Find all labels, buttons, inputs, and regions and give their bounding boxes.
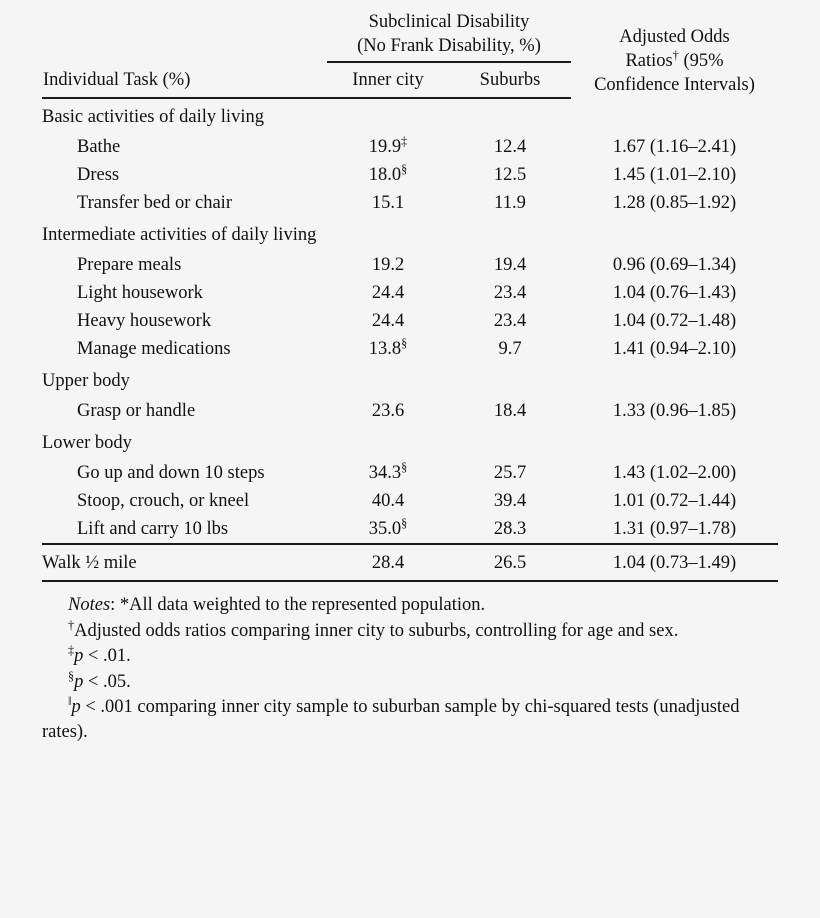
table-row xyxy=(42,397,778,425)
cell-suburbs xyxy=(449,217,571,251)
table-row xyxy=(42,425,778,459)
table-row xyxy=(42,363,778,397)
note-general-text: : *All data weighted to the represented population. xyxy=(110,595,486,616)
cell-suburbs: 12.5 xyxy=(493,164,527,185)
row-task-label: Dress xyxy=(77,164,120,185)
cell-odds-ratio: 1.04 (0.73–1.49) xyxy=(571,544,778,581)
note-parallel xyxy=(42,695,778,744)
row-task-label: Walk ½ mile xyxy=(42,544,327,581)
cell-inner-city xyxy=(327,363,449,397)
note-ddagger xyxy=(42,644,778,669)
cell-inner-city xyxy=(327,459,449,487)
row-group-label: Upper body xyxy=(42,371,130,392)
dagger-marker-icon: † xyxy=(68,617,75,632)
row-task-label: Stoop, crouch, or kneel xyxy=(77,490,250,511)
row-task-label: Prepare meals xyxy=(77,254,182,275)
cell-inner-city-value: 15.1 xyxy=(371,192,405,213)
header-odds-line3: Confidence Intervals) xyxy=(594,75,755,96)
double-dagger-marker-icon: ‡ xyxy=(68,643,75,658)
cell-suburbs: 9.7 xyxy=(498,338,522,359)
header-subclinical-line1: Subclinical Disability xyxy=(368,12,530,32)
cell-suburbs: 11.9 xyxy=(494,192,526,213)
cell-odds-ratio: 1.31 (0.97–1.78) xyxy=(612,518,737,539)
cell-inner-city-value: 18.0 xyxy=(368,164,402,185)
note-parallel-variable: p xyxy=(71,697,81,718)
note-dagger-text: Adjusted odds ratios comparing inner city to suburbs, controlling for age and sex. xyxy=(74,620,679,641)
cell-odds-ratio: 1.45 (1.01–2.10) xyxy=(612,164,737,185)
table-head xyxy=(42,0,778,98)
section-marker-icon: § xyxy=(68,668,75,683)
header-inner-city: Inner city xyxy=(327,62,449,98)
cell-suburbs: 28.3 xyxy=(493,518,527,539)
cell-inner-city xyxy=(327,217,449,251)
table-row xyxy=(42,515,778,544)
notes-label: Notes xyxy=(68,595,111,616)
cell-inner-city xyxy=(327,487,449,515)
cell-odds-ratio xyxy=(571,98,778,133)
row-task-label: Heavy housework xyxy=(77,310,212,331)
table-row xyxy=(42,459,778,487)
cell-suburbs: 19.4 xyxy=(493,254,527,275)
cell-suburbs: 39.4 xyxy=(493,490,527,511)
row-task-label: Lift and carry 10 lbs xyxy=(77,518,229,539)
row-group-label: Intermediate activities of daily living xyxy=(42,225,317,246)
table-row xyxy=(42,251,778,279)
parallel-marker-icon: ‖ xyxy=(68,694,72,709)
cell-inner-city-value: 28.4 xyxy=(371,553,405,574)
significance-marker-icon: § xyxy=(401,335,408,350)
table-row xyxy=(42,189,778,217)
table-row xyxy=(42,279,778,307)
cell-odds-ratio xyxy=(571,217,778,251)
cell-inner-city xyxy=(327,425,449,459)
cell-inner-city xyxy=(327,307,449,335)
cell-odds-ratio: 1.33 (0.96–1.85) xyxy=(612,400,737,421)
cell-inner-city xyxy=(327,544,449,581)
note-general xyxy=(42,593,778,618)
cell-suburbs xyxy=(449,363,571,397)
row-group-label: Lower body xyxy=(42,433,132,454)
header-adjusted-odds-ratios xyxy=(571,0,778,98)
cell-suburbs: 23.4 xyxy=(493,282,527,303)
note-section-variable: p xyxy=(74,671,84,692)
cell-inner-city-value: 34.3 xyxy=(368,462,402,483)
header-suburbs: Suburbs xyxy=(449,62,571,98)
cell-inner-city xyxy=(327,189,449,217)
table-row xyxy=(42,98,778,133)
note-ddagger-text: < .01. xyxy=(83,646,131,667)
significance-marker-icon: § xyxy=(401,515,408,530)
cell-odds-ratio: 1.04 (0.76–1.43) xyxy=(612,282,737,303)
table-row xyxy=(42,161,778,189)
cell-odds-ratio: 1.43 (1.02–2.00) xyxy=(612,462,737,483)
cell-odds-ratio: 0.96 (0.69–1.34) xyxy=(612,254,737,275)
note-section xyxy=(42,670,778,695)
cell-inner-city-value: 23.6 xyxy=(371,400,405,421)
cell-suburbs: 23.4 xyxy=(493,310,527,331)
header-spacer xyxy=(42,0,327,62)
cell-inner-city-value: 40.4 xyxy=(371,490,405,511)
significance-marker-icon: ‡ xyxy=(401,133,408,148)
significance-marker-icon: § xyxy=(401,161,408,176)
row-task-label: Transfer bed or chair xyxy=(77,192,232,213)
cell-inner-city xyxy=(327,335,449,363)
row-task-label: Bathe xyxy=(77,136,121,157)
significance-marker-icon: § xyxy=(401,459,408,474)
table-notes xyxy=(42,593,778,745)
cell-suburbs: 25.7 xyxy=(493,462,527,483)
cell-odds-ratio: 1.04 (0.72–1.48) xyxy=(612,310,737,331)
note-parallel-text: < .001 comparing inner city sample to suburban sample by chi-squared tests (unadjusted rates). xyxy=(42,697,740,743)
cell-inner-city-value: 24.4 xyxy=(371,310,405,331)
cell-odds-ratio xyxy=(571,363,778,397)
cell-inner-city-value: 19.9 xyxy=(368,136,402,157)
cell-inner-city xyxy=(327,133,449,161)
dagger-marker-icon: † xyxy=(672,47,679,62)
cell-odds-ratio: 1.01 (0.72–1.44) xyxy=(612,490,737,511)
header-odds-line1: Adjusted Odds xyxy=(619,26,730,47)
cell-odds-ratio: 1.28 (0.85–1.92) xyxy=(612,192,737,213)
cell-inner-city xyxy=(327,251,449,279)
row-task-label: Go up and down 10 steps xyxy=(77,462,265,483)
row-group-label: Basic activities of daily living xyxy=(42,107,264,128)
note-ddagger-variable: p xyxy=(74,646,84,667)
cell-inner-city xyxy=(327,515,449,544)
header-span-row xyxy=(42,0,778,62)
cell-inner-city-value: 19.2 xyxy=(371,254,405,275)
cell-odds-ratio: 1.67 (1.16–2.41) xyxy=(612,136,737,157)
header-odds-line2-post: (95% xyxy=(678,51,724,71)
row-task-label: Grasp or handle xyxy=(77,400,196,421)
cell-inner-city xyxy=(327,98,449,133)
cell-inner-city xyxy=(327,397,449,425)
table-row xyxy=(42,307,778,335)
cell-odds-ratio xyxy=(571,425,778,459)
table-row xyxy=(42,217,778,251)
cell-suburbs: 18.4 xyxy=(493,400,527,421)
cell-inner-city-value: 13.8 xyxy=(368,338,402,359)
table-row xyxy=(42,487,778,515)
cell-suburbs: 26.5 xyxy=(449,544,571,581)
row-task-label: Light housework xyxy=(77,282,203,303)
table-row xyxy=(42,133,778,161)
disability-table xyxy=(42,0,778,582)
table-row xyxy=(42,544,778,581)
header-subclinical-disability xyxy=(327,0,571,62)
row-task-label: Manage medications xyxy=(77,338,231,359)
cell-inner-city xyxy=(327,161,449,189)
header-odds-line2-pre: Ratios xyxy=(625,51,673,71)
header-individual-task: Individual Task (%) xyxy=(42,62,327,98)
table-body xyxy=(42,98,778,581)
cell-odds-ratio: 1.41 (0.94–2.10) xyxy=(612,338,737,359)
cell-inner-city-value: 35.0 xyxy=(368,518,402,539)
note-section-text: < .05. xyxy=(83,671,131,692)
note-dagger xyxy=(42,619,778,644)
cell-suburbs xyxy=(449,98,571,133)
cell-suburbs: 12.4 xyxy=(493,136,527,157)
cell-inner-city-value: 24.4 xyxy=(371,282,405,303)
cell-inner-city xyxy=(327,279,449,307)
header-subclinical-line2: (No Frank Disability, %) xyxy=(357,36,541,57)
table-row xyxy=(42,335,778,363)
cell-suburbs xyxy=(449,425,571,459)
